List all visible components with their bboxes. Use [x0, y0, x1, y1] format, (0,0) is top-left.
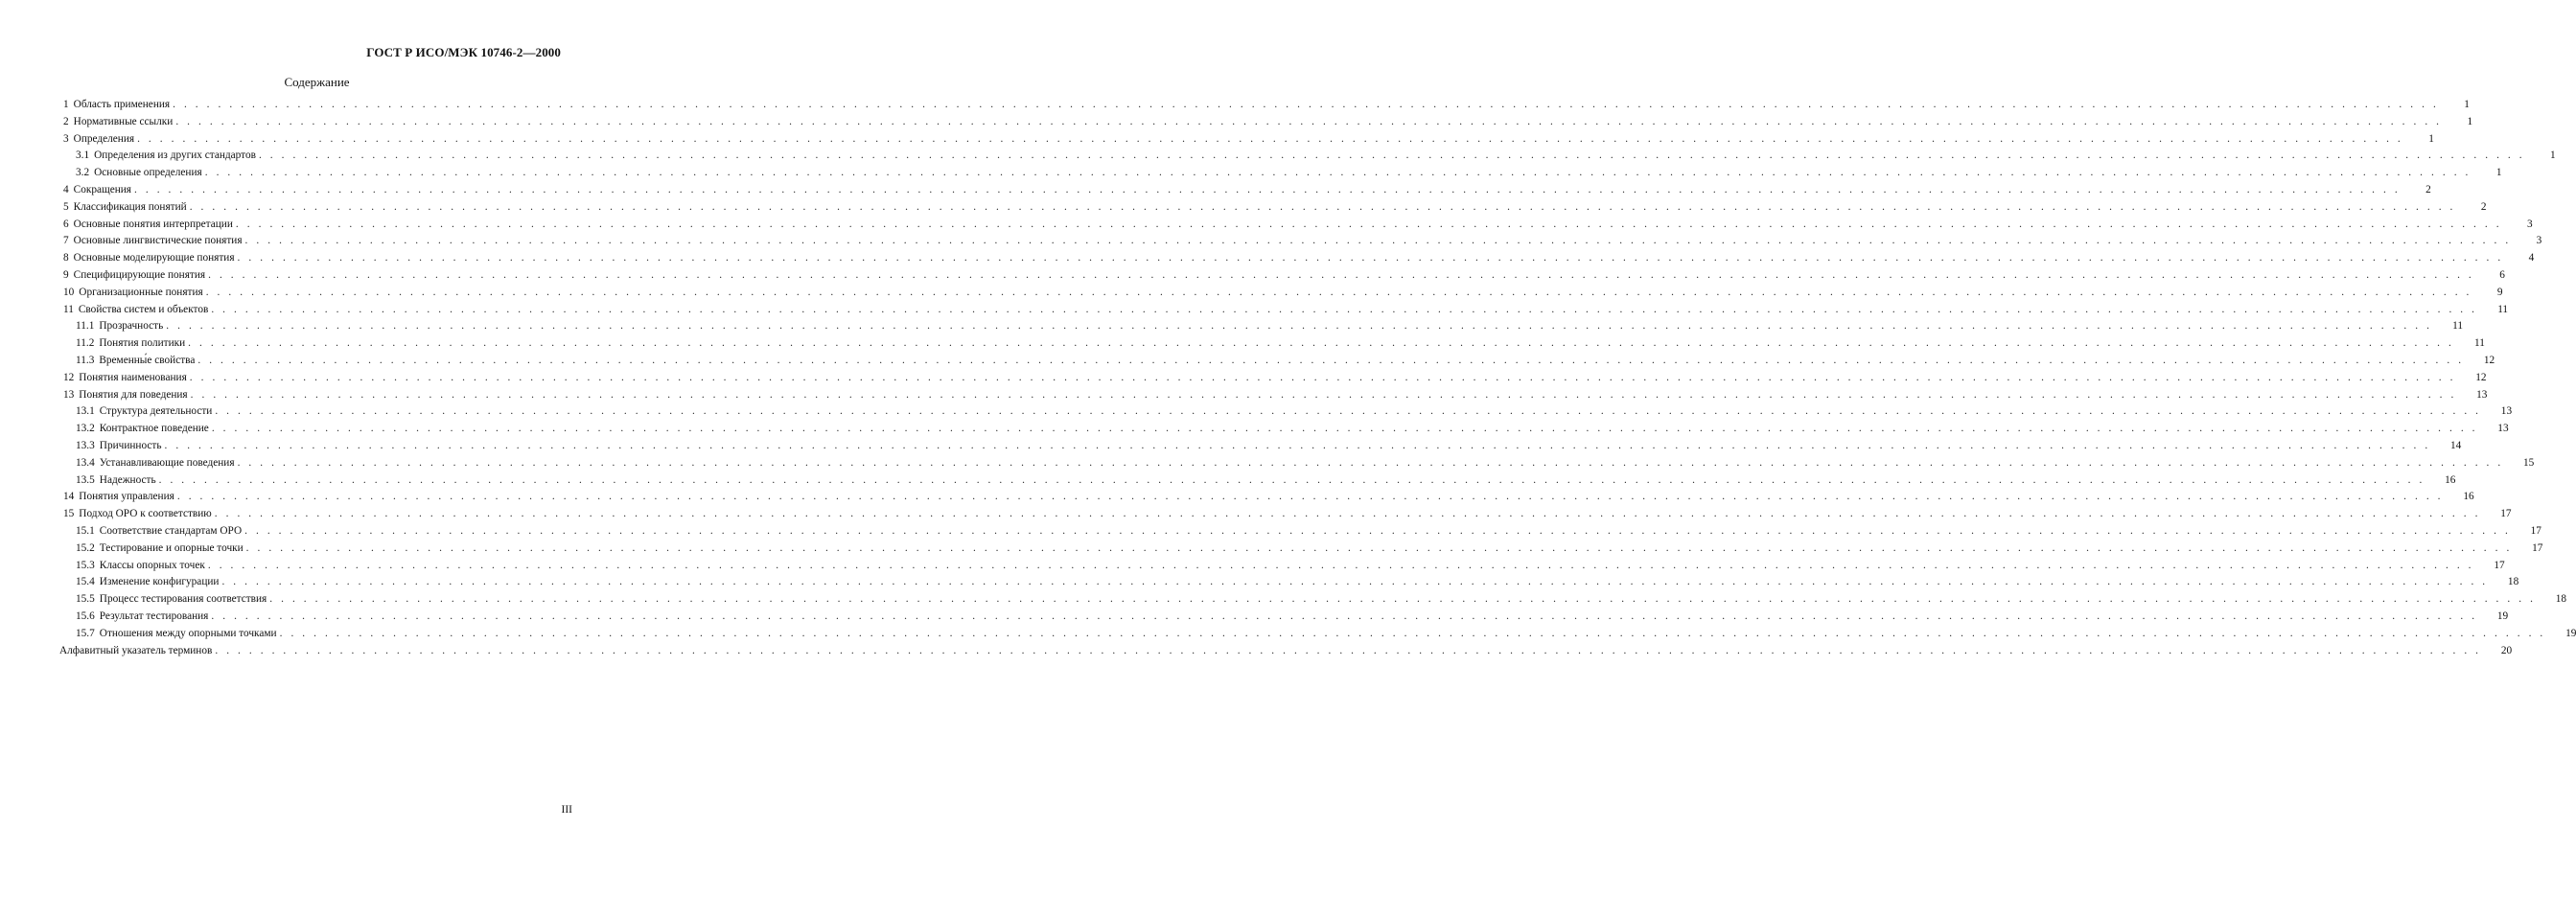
toc-entry-text: Область применения: [73, 99, 171, 110]
toc-entry-number: 11.1: [76, 320, 95, 333]
toc-entry-text: Классификация понятий: [73, 200, 187, 213]
toc-entry-page: 12: [2483, 354, 2495, 366]
toc-entry: [59, 609, 2509, 626]
toc-entry-label: [76, 165, 202, 182]
toc-entry-label: [63, 131, 134, 149]
dot-leader: . . . . . . . . . . . . . . . . . . . . . . . . . . . . . . . . . . . . . . . . . . . . . . . . . . . . . . . . . . . . . . . . . . . . . . . . . . . . . . . . . . . . . . . . . . . . . . . . . . . . . . . . . . . . . . . . . . . . . . . . . . . . . . . . . . . . . . . . . . . . . . . . . . . . . . . . . . . . . . . . . . . . . . . . . . . . . . . . . . . . . . . . . . . . . . . . . . . . . . . .: [279, 627, 2546, 639]
toc-entry-number: 9: [63, 268, 69, 281]
toc-entry-number: 11.2: [76, 337, 95, 350]
toc-entry-page: 1: [2495, 167, 2502, 179]
toc-entry-page: 18: [2555, 593, 2567, 606]
toc-entry-page: 1: [2464, 99, 2470, 110]
toc-entry-page: 13: [2500, 405, 2513, 418]
toc-entry-text: Результат тестирования: [99, 610, 209, 622]
toc-entry-number: 15: [63, 508, 75, 520]
toc-entry-label: [76, 148, 256, 165]
dot-leader: . . . . . . . . . . . . . . . . . . . . . . . . . . . . . . . . . . . . . . . . . . . . . . . . . . . . . . . . . . . . . . . . . . . . . . . . . . . . . . . . . . . . . . . . . . . . . . . . . . . . . . . . . . . . . . . . . . . . . . . . . . . . . . . . . . . . . . . . . . . . . . . . . . . . . . . . . . . . . . . . . . . . . . . . . . . . . . . . . . . . . . . . . . . . . . . . . . . . . . . .: [211, 610, 2478, 622]
toc-entry: [59, 574, 2519, 591]
contents-title: Содержание: [284, 75, 350, 89]
toc-entry: [59, 506, 2512, 523]
toc-entry-text: Понятия наименования: [79, 371, 187, 383]
toc-entry-text: Понятия политики: [99, 337, 186, 350]
dot-leader: . . . . . . . . . . . . . . . . . . . . . . . . . . . . . . . . . . . . . . . . . . . . . . . . . . . . . . . . . . . . . . . . . . . . . . . . . . . . . . . . . . . . . . . . . . . . . . . . . . . . . . . . . . . . . . . . . . . . . . . . . . . . . . . . . . . . . . . . . . . . . . . . . . . . . . . . . . . . . . . . . . . . . . . . . . . . . . . . . . . . . . . . . . . . . . . . . . . . . . . .: [189, 200, 2456, 213]
toc-entry-number: 15.1: [76, 524, 95, 537]
toc-entry-number: 5: [63, 200, 69, 213]
toc-entry-label: [76, 438, 162, 455]
dot-leader: . . . . . . . . . . . . . . . . . . . . . . . . . . . . . . . . . . . . . . . . . . . . . . . . . . . . . . . . . . . . . . . . . . . . . . . . . . . . . . . . . . . . . . . . . . . . . . . . . . . . . . . . . . . . . . . . . . . . . . . . . . . . . . . . . . . . . . . . . . . . . . . . . . . . . . . . . . . . . . . . . . . . . . . . . . . . . . . . . . . . . . . . . . . . . . . . . . . . . . . .: [205, 286, 2472, 298]
dot-leader: . . . . . . . . . . . . . . . . . . . . . . . . . . . . . . . . . . . . . . . . . . . . . . . . . . . . . . . . . . . . . . . . . . . . . . . . . . . . . . . . . . . . . . . . . . . . . . . . . . . . . . . . . . . . . . . . . . . . . . . . . . . . . . . . . . . . . . . . . . . . . . . . . . . . . . . . . . . . . . . . . . . . . . . . . . . . . . . . . . . . . . . . . . . . . . . . . . . . . . . .: [173, 99, 2439, 110]
toc-entry-text: Устанавливающие поведения: [99, 456, 235, 469]
toc-entry-label: [63, 199, 187, 217]
toc-entry-number: 3.1: [76, 150, 90, 162]
toc-entry: [59, 421, 2509, 438]
toc-entry-page: 3: [2536, 235, 2542, 247]
toc-entry-number: 13.1: [76, 405, 95, 418]
toc-entry-text: Прозрачность: [99, 320, 164, 333]
dot-leader: . . . . . . . . . . . . . . . . . . . . . . . . . . . . . . . . . . . . . . . . . . . . . . . . . . . . . . . . . . . . . . . . . . . . . . . . . . . . . . . . . . . . . . . . . . . . . . . . . . . . . . . . . . . . . . . . . . . . . . . . . . . . . . . . . . . . . . . . . . . . . . . . . . . . . . . . . . . . . . . . . . . . . . . . . . . . . . . . . . . . . . . . . . . . . . . . . . . . . . . .: [244, 235, 2512, 247]
toc-entry-page: 13: [2476, 388, 2488, 401]
toc-entry-number: 13.2: [76, 423, 95, 435]
toc-entry-page: 3: [2527, 218, 2533, 230]
toc-entry-label: [76, 403, 212, 421]
toc-entry: [59, 318, 2464, 335]
toc-entry-text: Понятия для поведения: [79, 388, 188, 401]
toc-entry: [59, 148, 2556, 165]
toc-entry-page: 16: [2463, 491, 2474, 503]
dot-leader: . . . . . . . . . . . . . . . . . . . . . . . . . . . . . . . . . . . . . . . . . . . . . . . . . . . . . . . . . . . . . . . . . . . . . . . . . . . . . . . . . . . . . . . . . . . . . . . . . . . . . . . . . . . . . . . . . . . . . . . . . . . . . . . . . . . . . . . . . . . . . . . . . . . . . . . . . . . . . . . . . . . . . . . . . . . . . . . . . . . . . . . . . . . . . . . . . . . . . . . .: [190, 388, 2457, 401]
toc-entry-text: Временны́е свойства: [99, 354, 196, 366]
toc-entry-number: 14: [63, 491, 75, 503]
toc-entry: [59, 591, 2567, 609]
dot-leader: . . . . . . . . . . . . . . . . . . . . . . . . . . . . . . . . . . . . . . . . . . . . . . . . . . . . . . . . . . . . . . . . . . . . . . . . . . . . . . . . . . . . . . . . . . . . . . . . . . . . . . . . . . . . . . . . . . . . . . . . . . . . . . . . . . . . . . . . . . . . . . . . . . . . . . . . . . . . . . . . . . . . . . . . . . . . . . . . . . . . . . . . . . . . . . . . . . . . . . . .: [134, 183, 2401, 196]
toc-entry: [59, 403, 2513, 421]
toc-entry-label: [76, 609, 208, 626]
toc-entry: [59, 233, 2542, 250]
toc-entry-page: 6: [2499, 268, 2505, 281]
toc-entry-label: [76, 558, 205, 575]
dot-leader: . . . . . . . . . . . . . . . . . . . . . . . . . . . . . . . . . . . . . . . . . . . . . . . . . . . . . . . . . . . . . . . . . . . . . . . . . . . . . . . . . . . . . . . . . . . . . . . . . . . . . . . . . . . . . . . . . . . . . . . . . . . . . . . . . . . . . . . . . . . . . . . . . . . . . . . . . . . . . . . . . . . . . . . . . . . . . . . . . . . . . . . . . . . . . . . . . . . . . . . .: [176, 491, 2444, 503]
toc-entry-number: 3.2: [76, 167, 90, 179]
toc-entry: [59, 217, 2533, 234]
toc-entry-label: [76, 353, 195, 370]
toc-entry-text: Отношения между опорными точками: [99, 627, 277, 639]
toc-entry-number: 15.5: [76, 593, 95, 606]
toc-entry-number: 13.3: [76, 439, 95, 451]
toc-entry-text: Процесс тестирования соответствия: [99, 593, 267, 606]
toc-entry-text: Основные понятия интерпретации: [73, 218, 233, 230]
toc-entry-label: [63, 114, 173, 131]
toc-entry-number: 4: [63, 183, 69, 196]
toc-entry-page: 20: [2500, 644, 2513, 656]
toc-entry: [59, 114, 2473, 131]
toc-entry: [59, 97, 2470, 114]
dot-leader: . . . . . . . . . . . . . . . . . . . . . . . . . . . . . . . . . . . . . . . . . . . . . . . . . . . . . . . . . . . . . . . . . . . . . . . . . . . . . . . . . . . . . . . . . . . . . . . . . . . . . . . . . . . . . . . . . . . . . . . . . . . . . . . . . . . . . . . . . . . . . . . . . . . . . . . . . . . . . . . . . . . . . . . . . . . . . . . . . . . . . . . . . . . . . . . . . . . . . . . .: [164, 439, 2431, 451]
toc-entry-number: 11: [63, 303, 74, 315]
toc-entry-page: 11: [2497, 303, 2509, 315]
toc-entry-number: 13.5: [76, 473, 95, 486]
toc-entry-text: Определения из других стандартов: [94, 150, 256, 162]
toc-entry-label: [63, 387, 188, 404]
dot-leader: . . . . . . . . . . . . . . . . . . . . . . . . . . . . . . . . . . . . . . . . . . . . . . . . . . . . . . . . . . . . . . . . . . . . . . . . . . . . . . . . . . . . . . . . . . . . . . . . . . . . . . . . . . . . . . . . . . . . . . . . . . . . . . . . . . . . . . . . . . . . . . . . . . . . . . . . . . . . . . . . . . . . . . . . . . . . . . . . . . . . . . . . . . . . . . . . . . . . . . . .: [158, 473, 2425, 486]
toc-entry-text: Алфавитный указатель терминов: [59, 644, 213, 656]
toc-entry-number: 3: [63, 132, 69, 145]
toc-entry-page: 18: [2507, 576, 2519, 588]
toc-entry: [59, 165, 2502, 182]
dot-leader: . . . . . . . . . . . . . . . . . . . . . . . . . . . . . . . . . . . . . . . . . . . . . . . . . . . . . . . . . . . . . . . . . . . . . . . . . . . . . . . . . . . . . . . . . . . . . . . . . . . . . . . . . . . . . . . . . . . . . . . . . . . . . . . . . . . . . . . . . . . . . . . . . . . . . . . . . . . . . . . . . . . . . . . . . . . . . . . . . . . . . . . . . . . . . . . . . . . . . . . .: [237, 456, 2504, 469]
toc-entry-text: Организационные понятия: [79, 286, 203, 298]
toc-entry-number: 15.3: [76, 559, 95, 571]
toc-entry-number: 15.6: [76, 610, 95, 622]
dot-leader: . . . . . . . . . . . . . . . . . . . . . . . . . . . . . . . . . . . . . . . . . . . . . . . . . . . . . . . . . . . . . . . . . . . . . . . . . . . . . . . . . . . . . . . . . . . . . . . . . . . . . . . . . . . . . . . . . . . . . . . . . . . . . . . . . . . . . . . . . . . . . . . . . . . . . . . . . . . . . . . . . . . . . . . . . . . . . . . . . . . . . . . . . . . . . . . . . . . . . . . .: [245, 541, 2513, 554]
toc-entry: [59, 558, 2505, 575]
toc-entry-number: 15.4: [76, 576, 95, 588]
toc-entry-page: 1: [2467, 115, 2473, 127]
toc-entry-label: [76, 591, 267, 609]
dot-leader: . . . . . . . . . . . . . . . . . . . . . . . . . . . . . . . . . . . . . . . . . . . . . . . . . . . . . . . . . . . . . . . . . . . . . . . . . . . . . . . . . . . . . . . . . . . . . . . . . . . . . . . . . . . . . . . . . . . . . . . . . . . . . . . . . . . . . . . . . . . . . . . . . . . . . . . . . . . . . . . . . . . . . . . . . . . . . . . . . . . . . . . . . . . . . . . . . . . . . . . .: [207, 559, 2474, 571]
toc-entry-page: 17: [2500, 508, 2512, 520]
toc-entry-text: Изменение конфигурации: [99, 576, 220, 588]
toc-entry-text: Контрактное поведение: [99, 423, 209, 435]
toc-entry-page: 19: [2496, 610, 2509, 622]
toc-entry-number: 15.2: [76, 541, 95, 554]
toc-entry-text: Причинность: [99, 439, 162, 451]
toc-entry-text: Нормативные ссылки: [73, 115, 174, 127]
toc-entry-number: 6: [63, 218, 69, 230]
toc-entry: [59, 131, 2434, 149]
toc-entry-text: Соответствие стандартам ОРО: [99, 524, 243, 537]
toc-entry-page: 14: [2449, 439, 2462, 451]
toc-entry-label: [63, 285, 203, 302]
toc-entry-label: [76, 574, 219, 591]
toc-entry-page: 17: [2532, 541, 2543, 554]
toc-entry: [59, 472, 2456, 490]
toc-entry-label: [76, 626, 277, 643]
toc-entry-label: [59, 643, 212, 660]
toc-entry: [59, 199, 2487, 217]
toc-entry-number: 13.4: [76, 456, 95, 469]
toc-entry-page: 13: [2497, 423, 2509, 435]
toc-entry-label: [63, 182, 131, 199]
toc-entry: [59, 182, 2431, 199]
toc-entry-label: [63, 506, 212, 523]
toc-entry-label: [63, 489, 174, 506]
toc-entry-label: [63, 97, 170, 114]
toc-entry-page: 19: [2565, 627, 2576, 639]
toc-entry-text: Подход ОРО к соответствию: [79, 508, 212, 520]
dot-leader: . . . . . . . . . . . . . . . . . . . . . . . . . . . . . . . . . . . . . . . . . . . . . . . . . . . . . . . . . . . . . . . . . . . . . . . . . . . . . . . . . . . . . . . . . . . . . . . . . . . . . . . . . . . . . . . . . . . . . . . . . . . . . . . . . . . . . . . . . . . . . . . . . . . . . . . . . . . . . . . . . . . . . . . . . . . . . . . . . . . . . . . . . . . . . . . . . . . . . . . .: [215, 405, 2482, 418]
toc-entry-number: 10: [63, 286, 75, 298]
toc-entry-label: [63, 250, 235, 267]
toc-entry-label: [63, 370, 187, 387]
toc-entry-page: 1: [2428, 132, 2434, 145]
toc-entry-number: 13: [63, 388, 75, 401]
dot-leader: . . . . . . . . . . . . . . . . . . . . . . . . . . . . . . . . . . . . . . . . . . . . . . . . . . . . . . . . . . . . . . . . . . . . . . . . . . . . . . . . . . . . . . . . . . . . . . . . . . . . . . . . . . . . . . . . . . . . . . . . . . . . . . . . . . . . . . . . . . . . . . . . . . . . . . . . . . . . . . . . . . . . . . . . . . . . . . . . . . . . . . . . . . . . . . . . . . . . . . . .: [258, 150, 2525, 162]
toc-entry: [59, 489, 2474, 506]
toc-entry: [59, 353, 2495, 370]
toc-entry-number: 12: [63, 371, 75, 383]
toc-entry-label: [76, 472, 156, 490]
toc-entry-number: 7: [63, 235, 69, 247]
dot-leader: . . . . . . . . . . . . . . . . . . . . . . . . . . . . . . . . . . . . . . . . . . . . . . . . . . . . . . . . . . . . . . . . . . . . . . . . . . . . . . . . . . . . . . . . . . . . . . . . . . . . . . . . . . . . . . . . . . . . . . . . . . . . . . . . . . . . . . . . . . . . . . . . . . . . . . . . . . . . . . . . . . . . . . . . . . . . . . . . . . . . . . . . . . . . . . . . . . . . . . . .: [214, 508, 2481, 520]
toc-entry-text: Структура деятельности: [99, 405, 213, 418]
toc-entry-label: [63, 267, 205, 285]
toc-entry-text: Понятия управления: [79, 491, 174, 503]
toc-entry-text: Основные лингвистические понятия: [73, 235, 243, 247]
toc-entry: [59, 643, 2513, 660]
toc-entry-number: 15.7: [76, 627, 95, 639]
toc-entry: [59, 438, 2462, 455]
toc-entry: [59, 387, 2488, 404]
toc-entry-page: 4: [2528, 252, 2535, 264]
toc-entry: [59, 302, 2509, 319]
toc-entry: [59, 523, 2541, 540]
toc-entry-label: [63, 233, 243, 250]
toc-entry: [59, 335, 2485, 353]
toc-entry: [59, 250, 2535, 267]
toc-entry-text: Тестирование и опорные точки: [99, 541, 244, 554]
toc-entry-number: 2: [63, 115, 69, 127]
dot-leader: . . . . . . . . . . . . . . . . . . . . . . . . . . . . . . . . . . . . . . . . . . . . . . . . . . . . . . . . . . . . . . . . . . . . . . . . . . . . . . . . . . . . . . . . . . . . . . . . . . . . . . . . . . . . . . . . . . . . . . . . . . . . . . . . . . . . . . . . . . . . . . . . . . . . . . . . . . . . . . . . . . . . . . . . . . . . . . . . . . . . . . . . . . . . . . . . . . . . . . . .: [189, 371, 2456, 383]
toc-entry-text: Основные моделирующие понятия: [73, 252, 235, 264]
toc-entry-label: [76, 540, 244, 558]
toc-entry-label: [63, 217, 233, 234]
toc-entry-page: 1: [2550, 150, 2556, 162]
dot-leader: . . . . . . . . . . . . . . . . . . . . . . . . . . . . . . . . . . . . . . . . . . . . . . . . . . . . . . . . . . . . . . . . . . . . . . . . . . . . . . . . . . . . . . . . . . . . . . . . . . . . . . . . . . . . . . . . . . . . . . . . . . . . . . . . . . . . . . . . . . . . . . . . . . . . . . . . . . . . . . . . . . . . . . . . . . . . . . . . . . . . . . . . . . . . . . . . . . . . . . . .: [137, 132, 2403, 145]
toc-entry-label: [76, 318, 163, 335]
dot-leader: . . . . . . . . . . . . . . . . . . . . . . . . . . . . . . . . . . . . . . . . . . . . . . . . . . . . . . . . . . . . . . . . . . . . . . . . . . . . . . . . . . . . . . . . . . . . . . . . . . . . . . . . . . . . . . . . . . . . . . . . . . . . . . . . . . . . . . . . . . . . . . . . . . . . . . . . . . . . . . . . . . . . . . . . . . . . . . . . . . . . . . . . . . . . . . . . . . . . . . . .: [244, 524, 2511, 537]
toc-entry-label: [63, 302, 208, 319]
dot-leader: . . . . . . . . . . . . . . . . . . . . . . . . . . . . . . . . . . . . . . . . . . . . . . . . . . . . . . . . . . . . . . . . . . . . . . . . . . . . . . . . . . . . . . . . . . . . . . . . . . . . . . . . . . . . . . . . . . . . . . . . . . . . . . . . . . . . . . . . . . . . . . . . . . . . . . . . . . . . . . . . . . . . . . . . . . . . . . . . . . . . . . . . . . . . . . . . . . . . . . . .: [208, 268, 2474, 281]
toc-entry-label: [76, 335, 185, 353]
toc-entry-page: 9: [2496, 286, 2503, 298]
dot-leader: . . . . . . . . . . . . . . . . . . . . . . . . . . . . . . . . . . . . . . . . . . . . . . . . . . . . . . . . . . . . . . . . . . . . . . . . . . . . . . . . . . . . . . . . . . . . . . . . . . . . . . . . . . . . . . . . . . . . . . . . . . . . . . . . . . . . . . . . . . . . . . . . . . . . . . . . . . . . . . . . . . . . . . . . . . . . . . . . . . . . . . . . . . . . . . . . . . . . . . . .: [269, 593, 2537, 606]
toc-entry-label: [76, 455, 235, 472]
toc-entry-page: 2: [2480, 200, 2487, 213]
dot-leader: . . . . . . . . . . . . . . . . . . . . . . . . . . . . . . . . . . . . . . . . . . . . . . . . . . . . . . . . . . . . . . . . . . . . . . . . . . . . . . . . . . . . . . . . . . . . . . . . . . . . . . . . . . . . . . . . . . . . . . . . . . . . . . . . . . . . . . . . . . . . . . . . . . . . . . . . . . . . . . . . . . . . . . . . . . . . . . . . . . . . . . . . . . . . . . . . . . . . . . . .: [204, 167, 2472, 179]
toc-entry-number: 8: [63, 252, 69, 264]
toc-entry-label: [76, 523, 242, 540]
dot-leader: . . . . . . . . . . . . . . . . . . . . . . . . . . . . . . . . . . . . . . . . . . . . . . . . . . . . . . . . . . . . . . . . . . . . . . . . . . . . . . . . . . . . . . . . . . . . . . . . . . . . . . . . . . . . . . . . . . . . . . . . . . . . . . . . . . . . . . . . . . . . . . . . . . . . . . . . . . . . . . . . . . . . . . . . . . . . . . . . . . . . . . . . . . . . . . . . . . . . . . . .: [175, 115, 2443, 127]
toc-entry: [59, 626, 2576, 643]
toc-entry-page: 16: [2445, 473, 2456, 486]
toc-entry-text: Свойства систем и объектов: [78, 303, 209, 315]
toc-entry: [59, 455, 2535, 472]
toc-entry-text: Надежность: [99, 473, 156, 486]
document-header: ГОСТ Р ИСО/МЭК 10746-2—2000: [366, 45, 561, 59]
dot-leader: . . . . . . . . . . . . . . . . . . . . . . . . . . . . . . . . . . . . . . . . . . . . . . . . . . . . . . . . . . . . . . . . . . . . . . . . . . . . . . . . . . . . . . . . . . . . . . . . . . . . . . . . . . . . . . . . . . . . . . . . . . . . . . . . . . . . . . . . . . . . . . . . . . . . . . . . . . . . . . . . . . . . . . . . . . . . . . . . . . . . . . . . . . . . . . . . . . . . . . . .: [188, 337, 2454, 350]
toc-entry-text: Основные определения: [94, 167, 202, 179]
toc-entry: [59, 267, 2505, 285]
toc-entry: [59, 370, 2487, 387]
toc-entry-page: 17: [2530, 524, 2541, 537]
toc-entry: [59, 285, 2503, 302]
table-of-contents: [59, 97, 2576, 659]
toc-entry-number: 11.3: [76, 354, 95, 366]
toc-entry-text: Классы опорных точек: [99, 559, 205, 571]
toc-entry-number: 1: [63, 99, 69, 110]
dot-leader: . . . . . . . . . . . . . . . . . . . . . . . . . . . . . . . . . . . . . . . . . . . . . . . . . . . . . . . . . . . . . . . . . . . . . . . . . . . . . . . . . . . . . . . . . . . . . . . . . . . . . . . . . . . . . . . . . . . . . . . . . . . . . . . . . . . . . . . . . . . . . . . . . . . . . . . . . . . . . . . . . . . . . . . . . . . . . . . . . . . . . . . . . . . . . . . . . . . . . . . .: [215, 644, 2482, 656]
dot-leader: . . . . . . . . . . . . . . . . . . . . . . . . . . . . . . . . . . . . . . . . . . . . . . . . . . . . . . . . . . . . . . . . . . . . . . . . . . . . . . . . . . . . . . . . . . . . . . . . . . . . . . . . . . . . . . . . . . . . . . . . . . . . . . . . . . . . . . . . . . . . . . . . . . . . . . . . . . . . . . . . . . . . . . . . . . . . . . . . . . . . . . . . . . . . . . . . . . . . . . . .: [211, 303, 2478, 315]
toc-entry-page: 12: [2475, 371, 2487, 383]
dot-leader: . . . . . . . . . . . . . . . . . . . . . . . . . . . . . . . . . . . . . . . . . . . . . . . . . . . . . . . . . . . . . . . . . . . . . . . . . . . . . . . . . . . . . . . . . . . . . . . . . . . . . . . . . . . . . . . . . . . . . . . . . . . . . . . . . . . . . . . . . . . . . . . . . . . . . . . . . . . . . . . . . . . . . . . . . . . . . . . . . . . . . . . . . . . . . . . . . . . . . . . .: [211, 423, 2478, 435]
toc-entry-page: 11: [2474, 337, 2485, 350]
dot-leader: . . . . . . . . . . . . . . . . . . . . . . . . . . . . . . . . . . . . . . . . . . . . . . . . . . . . . . . . . . . . . . . . . . . . . . . . . . . . . . . . . . . . . . . . . . . . . . . . . . . . . . . . . . . . . . . . . . . . . . . . . . . . . . . . . . . . . . . . . . . . . . . . . . . . . . . . . . . . . . . . . . . . . . . . . . . . . . . . . . . . . . . . . . . . . . . . . . . . . . . .: [221, 576, 2489, 588]
toc-entry: [59, 540, 2543, 558]
toc-entry-text: Определения: [73, 132, 135, 145]
dot-leader: . . . . . . . . . . . . . . . . . . . . . . . . . . . . . . . . . . . . . . . . . . . . . . . . . . . . . . . . . . . . . . . . . . . . . . . . . . . . . . . . . . . . . . . . . . . . . . . . . . . . . . . . . . . . . . . . . . . . . . . . . . . . . . . . . . . . . . . . . . . . . . . . . . . . . . . . . . . . . . . . . . . . . . . . . . . . . . . . . . . . . . . . . . . . . . . . . . . . . . . .: [166, 320, 2433, 333]
toc-entry-page: 17: [2494, 559, 2505, 571]
dot-leader: . . . . . . . . . . . . . . . . . . . . . . . . . . . . . . . . . . . . . . . . . . . . . . . . . . . . . . . . . . . . . . . . . . . . . . . . . . . . . . . . . . . . . . . . . . . . . . . . . . . . . . . . . . . . . . . . . . . . . . . . . . . . . . . . . . . . . . . . . . . . . . . . . . . . . . . . . . . . . . . . . . . . . . . . . . . . . . . . . . . . . . . . . . . . . . . . . . . . . . . .: [197, 354, 2465, 366]
toc-entry-page: 11: [2452, 320, 2464, 333]
toc-entry-page: 2: [2425, 183, 2431, 196]
page-number: III: [561, 804, 572, 816]
dot-leader: . . . . . . . . . . . . . . . . . . . . . . . . . . . . . . . . . . . . . . . . . . . . . . . . . . . . . . . . . . . . . . . . . . . . . . . . . . . . . . . . . . . . . . . . . . . . . . . . . . . . . . . . . . . . . . . . . . . . . . . . . . . . . . . . . . . . . . . . . . . . . . . . . . . . . . . . . . . . . . . . . . . . . . . . . . . . . . . . . . . . . . . . . . . . . . . . . . . . . . . .: [237, 252, 2504, 264]
toc-entry-text: Специфицирующие понятия: [73, 268, 206, 281]
toc-entry-page: 15: [2523, 456, 2535, 469]
dot-leader: . . . . . . . . . . . . . . . . . . . . . . . . . . . . . . . . . . . . . . . . . . . . . . . . . . . . . . . . . . . . . . . . . . . . . . . . . . . . . . . . . . . . . . . . . . . . . . . . . . . . . . . . . . . . . . . . . . . . . . . . . . . . . . . . . . . . . . . . . . . . . . . . . . . . . . . . . . . . . . . . . . . . . . . . . . . . . . . . . . . . . . . . . . . . . . . . . . . . . . . .: [235, 218, 2502, 230]
toc-entry-label: [76, 421, 209, 438]
toc-entry-text: Сокращения: [73, 183, 131, 196]
